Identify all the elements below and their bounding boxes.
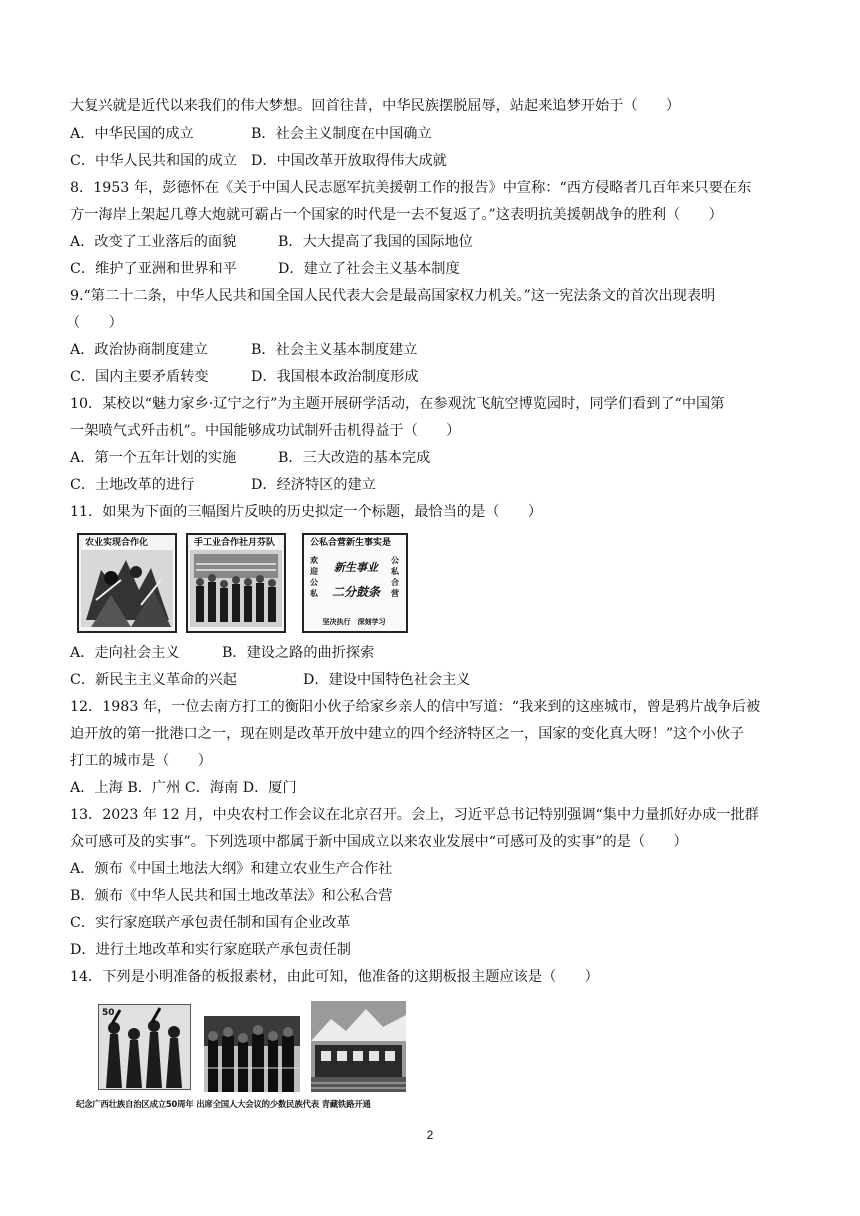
q11-option-a[interactable]: A．走向社会主义 [70, 645, 180, 661]
q7-option-c[interactable]: C．中华人民共和国的成立 [70, 153, 237, 169]
q11-option-d[interactable]: D．建设中国特色社会主义 [303, 672, 471, 688]
q10-option-c[interactable]: C．土地改革的进行 [70, 477, 195, 493]
fig1-title: 农业实现合作化 [85, 538, 149, 548]
q13-option-b[interactable]: B．颁布《中华人民共和国土地改革法》和公私合营 [70, 888, 393, 904]
q12-text-line2: 迫开放的第一批港口之一，现在则是改革开放中建立的四个经济特区之一，国家的变化真大呀！”这个小伙子 [70, 726, 745, 742]
q14-text: 14．下列是小明准备的板报素材，由此可知，他准备的这期板报主题应该是（ ） [70, 969, 599, 985]
fig2-illustration [190, 550, 282, 629]
q8-options-row2 [70, 259, 460, 279]
q13-text-line2: 众可感可及的实事”。下列选项中都属于新中国成立以来农业发展中“可感可及的实事”的是（ ） [70, 834, 688, 850]
q10-options-row2 [70, 475, 376, 495]
q10-options-row1 [70, 448, 430, 468]
q11-options-row1 [70, 643, 374, 663]
q11-figure-handicraft [186, 533, 286, 633]
q9-text-line1: 9.“第二十二条，中华人民共和国全国人民代表大会是最高国家权力机关。”这一宪法条文的首次出现表明 [70, 288, 716, 304]
q12-options[interactable]: A．上海 B．广州 C．海南 D．厦门 [70, 780, 297, 796]
q14-caption: 纪念广西壮族自治区成立50周年 出席全国人大会议的少数民族代表 青藏铁路开通 [76, 1099, 371, 1109]
q9-option-d[interactable]: D．我国根本政治制度形成 [251, 369, 419, 385]
page-number: 2 [426, 1128, 434, 1142]
q8-option-b[interactable]: B．大大提高了我国的国际地位 [278, 234, 473, 250]
fig2-title: 手工业合作社月芬队 [194, 538, 276, 548]
q14-photo-npc-delegates [204, 1016, 300, 1092]
q9-option-a[interactable]: A．政治协商制度建立 [70, 342, 208, 358]
q7-option-d[interactable]: D．中国改革开放取得伟大成就 [251, 153, 447, 169]
q8-option-a[interactable]: A．改变了工业落后的面貌 [70, 234, 237, 250]
q12-text-line1: 12．1983 年，一位去南方打工的衡阳小伙子给家乡亲人的信中写道：“我来到的这座城市，曾是鸦片战争后被 [70, 699, 761, 715]
q14-photo-label: 50 [102, 1008, 115, 1018]
q13-text-line1: 13．2023 年 12 月，中央农村工作会议在北京召开。会上，习近平总书记特别强调“集中力量抓好办成一批群 [70, 807, 759, 823]
q10-text-line1: 10．某校以“魅力家乡·辽宁之行”为主题开展研学活动，在参观沈飞航空博览园时，同学们看到了“中国第 [70, 396, 725, 412]
q11-options-row2 [70, 670, 470, 690]
q9-option-c[interactable]: C．国内主要矛盾转变 [70, 369, 209, 385]
q7-option-b[interactable]: B．社会主义制度在中国确立 [251, 126, 432, 142]
q8-option-d[interactable]: D．建立了社会主义基本制度 [278, 261, 460, 277]
q9-options-row2 [70, 367, 418, 387]
q7-options-row1 [70, 124, 432, 144]
fig3-left-text: 欢迎公私 [310, 556, 318, 598]
q11-option-b[interactable]: B．建设之路的曲折探索 [222, 645, 375, 661]
fig3-title: 公私合营新生事实是 [310, 538, 392, 548]
q13-option-a[interactable]: A．颁布《中国土地法大纲》和建立农业生产合作社 [70, 861, 393, 877]
q11-figure-public-private [302, 533, 408, 633]
q12-text-line3: 打工的城市是（ ） [70, 753, 212, 769]
q14-photo-guangxi [98, 1004, 191, 1090]
q7-options-row2 [70, 151, 447, 171]
q11-figure-agriculture [77, 533, 177, 633]
q7-text: 大复兴就是近代以来我们的伟大梦想。回首往昔，中华民族摆脱屈辱，站起来追梦开始于（ ） [70, 98, 681, 114]
q10-option-d[interactable]: D．经济特区的建立 [251, 477, 376, 493]
q8-options-row1 [70, 232, 473, 252]
q10-option-b[interactable]: B．三大改造的基本完成 [278, 450, 431, 466]
fig3-right-text: 公私合营 [391, 556, 399, 598]
q8-text-line2: 方一海岸上架起几尊大炮就可霸占一个国家的时代是一去不复返了。”这表明抗美援朝战争的胜利（ ） [70, 207, 723, 223]
q9-option-b[interactable]: B．社会主义基本制度建立 [251, 342, 418, 358]
fig1-illustration [81, 550, 173, 629]
q10-text-line2: 一架喷气式歼击机”。中国能够成功试制歼击机得益于（ ） [70, 423, 461, 439]
q11-text: 11．如果为下面的三幅图片反映的历史拟定一个标题，最恰当的是（ ） [70, 504, 543, 520]
fig3-center-text-1: 新生事业 [334, 561, 378, 574]
fig3-bottom-text: 坚决执行 深刻学习 [322, 618, 386, 626]
q7-option-a[interactable]: A．中华民国的成立 [70, 126, 194, 142]
q13-option-c[interactable]: C．实行家庭联产承包责任制和国有企业改革 [70, 915, 351, 931]
q8-option-c[interactable]: C．维护了亚洲和世界和平 [70, 261, 237, 277]
q9-options-row1 [70, 340, 418, 360]
q11-option-c[interactable]: C．新民主主义革命的兴起 [70, 672, 237, 688]
q14-photo-qinghai-tibet-railway [311, 1001, 406, 1092]
q8-text-line1: 8．1953 年，彭德怀在《关于中国人民志愿军抗美援朝工作的报告》中宣称：“西方侵略者几百年来只要在东 [70, 180, 752, 196]
q10-option-a[interactable]: A．第一个五年计划的实施 [70, 450, 237, 466]
fig3-center-text-2: 二分鼓条 [331, 585, 380, 599]
q9-text-line2: （ ） [66, 315, 123, 331]
q13-option-d[interactable]: D．进行土地改革和实行家庭联产承包责任制 [70, 942, 351, 958]
